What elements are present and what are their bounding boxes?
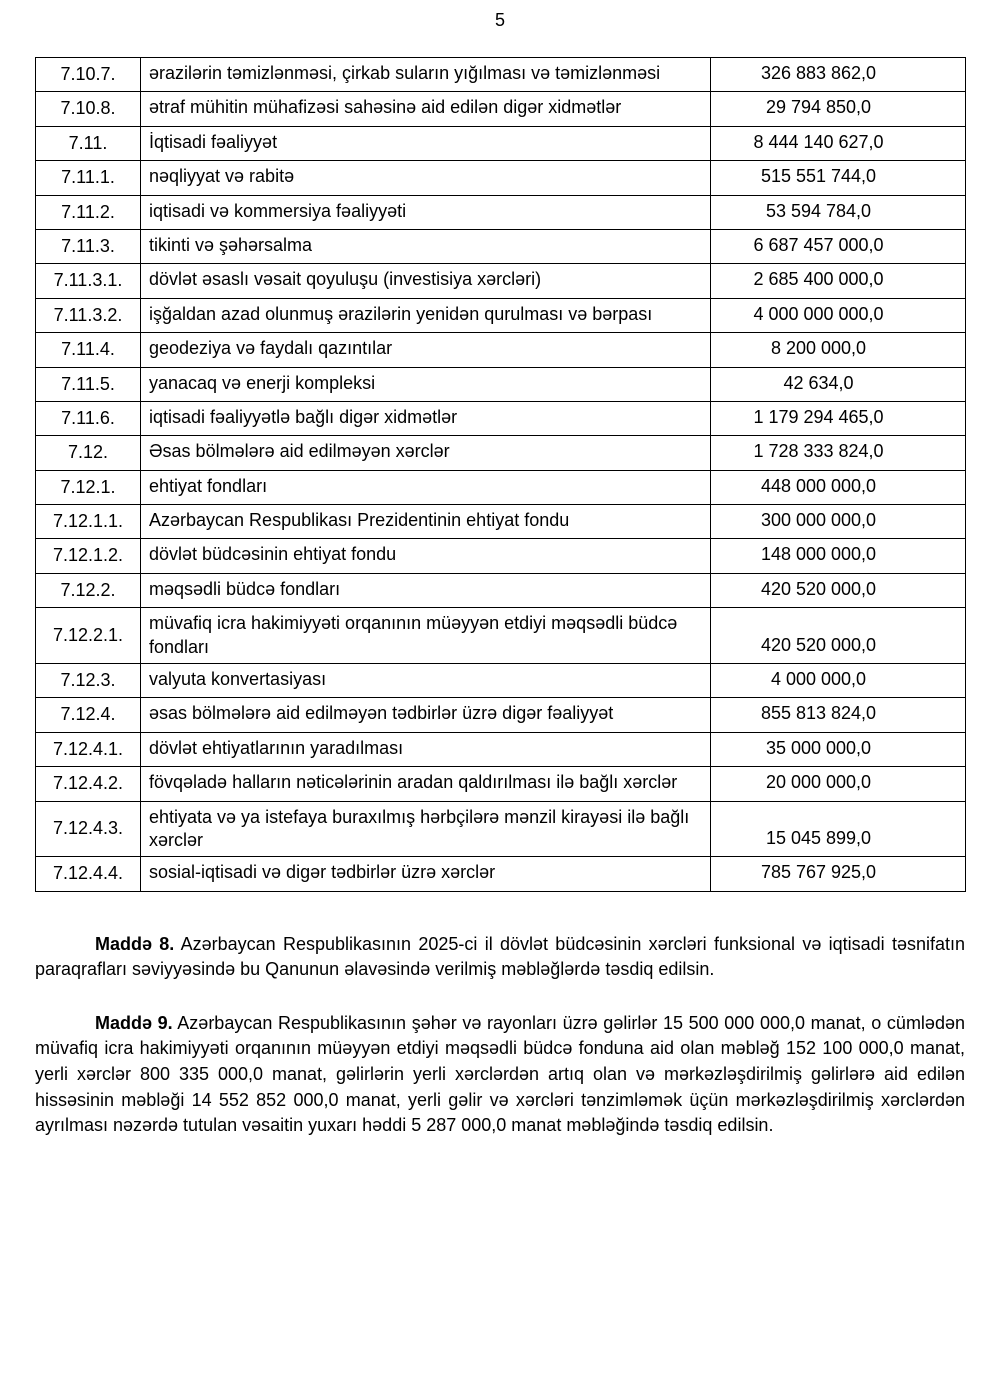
row-desc: İqtisadi fəaliyyət <box>141 126 711 160</box>
row-amount: 448 000 000,0 <box>711 470 966 504</box>
row-desc: məqsədli büdcə fondları <box>141 573 711 607</box>
row-desc: tikinti və şəhərsalma <box>141 229 711 263</box>
row-code: 7.12.1.1. <box>36 505 141 539</box>
row-code: 7.11.4. <box>36 333 141 367</box>
page-number: 5 <box>494 10 505 30</box>
budget-table <box>35 57 966 892</box>
row-desc: əsas bölmələrə aid edilməyən tədbirlər üzrə digər fəaliyyət <box>141 698 711 732</box>
row-code: 7.11.1. <box>36 161 141 195</box>
row-desc: dövlət əsaslı vəsait qoyuluşu (investisiya xərcləri) <box>141 264 711 298</box>
row-amount: 53 594 784,0 <box>711 195 966 229</box>
table-row <box>36 732 966 766</box>
row-code: 7.12.4.4. <box>36 857 141 891</box>
row-desc: fövqəladə halların nəticələrinin aradan qaldırılması ilə bağlı xərclər <box>141 767 711 801</box>
row-code: 7.11.2. <box>36 195 141 229</box>
row-code: 7.12.3. <box>36 664 141 698</box>
row-code: 7.12.2. <box>36 573 141 607</box>
table-row <box>36 401 966 435</box>
table-row <box>36 470 966 504</box>
row-code: 7.11.3.2. <box>36 298 141 332</box>
row-amount: 855 813 824,0 <box>711 698 966 732</box>
row-code: 7.12.4.1. <box>36 732 141 766</box>
row-code: 7.12.1. <box>36 470 141 504</box>
law-articles <box>35 932 965 1139</box>
row-desc: ərazilərin təmizlənməsi, çirkab suların yığılması və təmizlənməsi <box>141 58 711 92</box>
row-desc: müvafiq icra hakimiyyəti orqanının müəyyən etdiyi məqsədli büdcə fondları <box>141 608 711 664</box>
table-row <box>36 505 966 539</box>
row-amount: 4 000 000,0 <box>711 664 966 698</box>
row-desc: dövlət ehtiyatlarının yaradılması <box>141 732 711 766</box>
row-amount: 8 200 000,0 <box>711 333 966 367</box>
row-amount: 8 444 140 627,0 <box>711 126 966 160</box>
row-code: 7.12.4. <box>36 698 141 732</box>
row-amount: 300 000 000,0 <box>711 505 966 539</box>
row-desc: iqtisadi fəaliyyətlə bağlı digər xidmətlər <box>141 401 711 435</box>
table-row <box>36 58 966 92</box>
budget-table-body <box>36 58 966 892</box>
row-code: 7.11.3.1. <box>36 264 141 298</box>
row-desc: ehtiyata və ya istefaya buraxılmış hərbçilərə mənzil kirayəsi ilə bağlı xərclər <box>141 801 711 857</box>
table-row <box>36 664 966 698</box>
table-row <box>36 539 966 573</box>
row-amount: 1 179 294 465,0 <box>711 401 966 435</box>
row-amount: 515 551 744,0 <box>711 161 966 195</box>
row-code: 7.10.8. <box>36 92 141 126</box>
table-row <box>36 195 966 229</box>
table-row <box>36 92 966 126</box>
row-code: 7.10.7. <box>36 58 141 92</box>
row-amount: 20 000 000,0 <box>711 767 966 801</box>
article-8 <box>35 932 965 983</box>
row-desc: nəqliyyat və rabitə <box>141 161 711 195</box>
row-code: 7.12.4.2. <box>36 767 141 801</box>
row-amount: 148 000 000,0 <box>711 539 966 573</box>
table-row <box>36 767 966 801</box>
table-row <box>36 857 966 891</box>
row-amount: 420 520 000,0 <box>711 608 966 664</box>
table-row <box>36 367 966 401</box>
row-desc: yanacaq və enerji kompleksi <box>141 367 711 401</box>
row-code: 7.11.6. <box>36 401 141 435</box>
table-row <box>36 436 966 470</box>
row-amount: 4 000 000 000,0 <box>711 298 966 332</box>
article-9 <box>35 1011 965 1139</box>
row-code: 7.12.2.1. <box>36 608 141 664</box>
row-code: 7.11.5. <box>36 367 141 401</box>
row-code: 7.12.1.2. <box>36 539 141 573</box>
row-code: 7.12. <box>36 436 141 470</box>
table-row <box>36 161 966 195</box>
article-8-label: Maddə 8. <box>95 933 175 954</box>
row-desc: dövlət büdcəsinin ehtiyat fondu <box>141 539 711 573</box>
table-row <box>36 298 966 332</box>
article-8-text: Azərbaycan Respublikasının 2025-ci il dövlət büdcəsinin xərcləri funksional və iqtisadi təsnifatın paraqrafları səviyyəsində bu Qanunun əlavəsində verilmiş məbləğlərdə təsdiq edilsin. <box>35 933 965 980</box>
row-amount: 6 687 457 000,0 <box>711 229 966 263</box>
row-desc: ehtiyat fondları <box>141 470 711 504</box>
row-desc: işğaldan azad olunmuş ərazilərin yenidən qurulması və bərpası <box>141 298 711 332</box>
row-desc: iqtisadi və kommersiya fəaliyyəti <box>141 195 711 229</box>
row-amount: 326 883 862,0 <box>711 58 966 92</box>
row-amount: 420 520 000,0 <box>711 573 966 607</box>
table-row <box>36 333 966 367</box>
row-amount: 42 634,0 <box>711 367 966 401</box>
row-desc: valyuta konvertasiyası <box>141 664 711 698</box>
row-amount: 29 794 850,0 <box>711 92 966 126</box>
article-9-text: Azərbaycan Respublikasının şəhər və rayonları üzrə gəlirlər 15 500 000 000,0 manat, o cümlədən müvafiq icra hakimiyyəti orqanının müəyyən etdiyi məqsədli büdcə fonduna aid olan məbləğ 152 100 000,0 manat, yerli xərclər 800 335 000,0 manat, gəlirlərin yerli xərclərdən artıq olan və mərkəzləşdirilmiş gəlirlərə aid edilən hissəsinin məbləği 14 552 852 000,0 manat, yerli gəlir və xərcləri tənzimləmək üçün mərkəzləşdirilmiş xərclərdən ayrılması nəzərdə tutulan vəsaitin yuxarı həddi 5 287 000,0 manat məbləğində təsdiq edilsin. <box>35 1012 965 1136</box>
table-row <box>36 126 966 160</box>
row-amount: 15 045 899,0 <box>711 801 966 857</box>
row-code: 7.11. <box>36 126 141 160</box>
table-row <box>36 264 966 298</box>
row-amount: 35 000 000,0 <box>711 732 966 766</box>
row-desc: sosial-iqtisadi və digər tədbirlər üzrə xərclər <box>141 857 711 891</box>
row-desc: Əsas bölmələrə aid edilməyən xərclər <box>141 436 711 470</box>
table-row <box>36 573 966 607</box>
row-amount: 1 728 333 824,0 <box>711 436 966 470</box>
row-code: 7.11.3. <box>36 229 141 263</box>
table-row <box>36 608 966 664</box>
row-desc: Azərbaycan Respublikası Prezidentinin ehtiyat fondu <box>141 505 711 539</box>
table-row <box>36 698 966 732</box>
row-code: 7.12.4.3. <box>36 801 141 857</box>
row-amount: 785 767 925,0 <box>711 857 966 891</box>
table-row <box>36 801 966 857</box>
article-9-label: Maddə 9. <box>95 1012 173 1033</box>
table-row <box>36 229 966 263</box>
row-amount: 2 685 400 000,0 <box>711 264 966 298</box>
row-desc: geodeziya və faydalı qazıntılar <box>141 333 711 367</box>
row-desc: ətraf mühitin mühafizəsi sahəsinə aid edilən digər xidmətlər <box>141 92 711 126</box>
